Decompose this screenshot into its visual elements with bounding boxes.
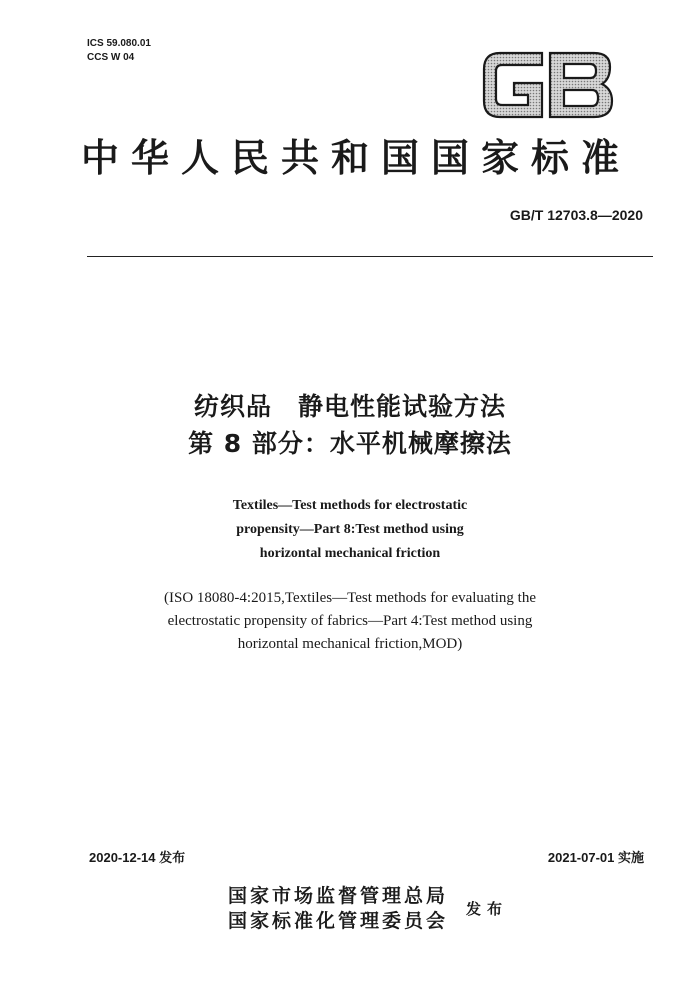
chinese-title-part1: 纺织品 [193, 392, 272, 421]
ics-code: ICS 59.080.01 [87, 38, 151, 49]
ccs-code: CCS W 04 [87, 52, 135, 63]
english-title-line3: horizontal mechanical friction [259, 546, 441, 561]
chinese-title-line2: 第 8 部分：水平机械摩擦法 [188, 429, 512, 458]
classification-codes [87, 37, 151, 65]
iso-reference [0, 587, 700, 656]
chinese-title-line1 [0, 389, 700, 425]
publish-label: 发布 [466, 900, 509, 918]
english-title-line1: Textiles—Test methods for electrostatic [232, 498, 468, 513]
issue-date: 2020-12-14 发布 [89, 850, 186, 865]
iso-reference-line1: (ISO 18080-4:2015,Textiles—Test methods for evaluating the [164, 590, 536, 606]
english-title-line2: propensity—Part 8:Test method using [236, 522, 464, 537]
english-title [0, 494, 700, 566]
header-divider [87, 256, 653, 257]
publisher-line1: 国家市场监督管理总局 [228, 885, 449, 907]
implementation-date: 2021-07-01 实施 [547, 850, 644, 865]
iso-reference-line2: electrostatic propensity of fabrics—Part 4:Test method using [167, 613, 533, 629]
publisher-line2: 国家标准化管理委员会 [228, 910, 449, 932]
iso-reference-line3: horizontal mechanical friction,MOD) [237, 636, 463, 652]
standard-number: GB/T 12703.8—2020 [509, 207, 643, 223]
chinese-title-part2: 静电性能试验方法 [298, 392, 507, 421]
gb-logo [478, 47, 618, 123]
publisher-block [228, 884, 448, 934]
standard-type-heading: 中华人民共和国国家标准 [80, 135, 631, 180]
